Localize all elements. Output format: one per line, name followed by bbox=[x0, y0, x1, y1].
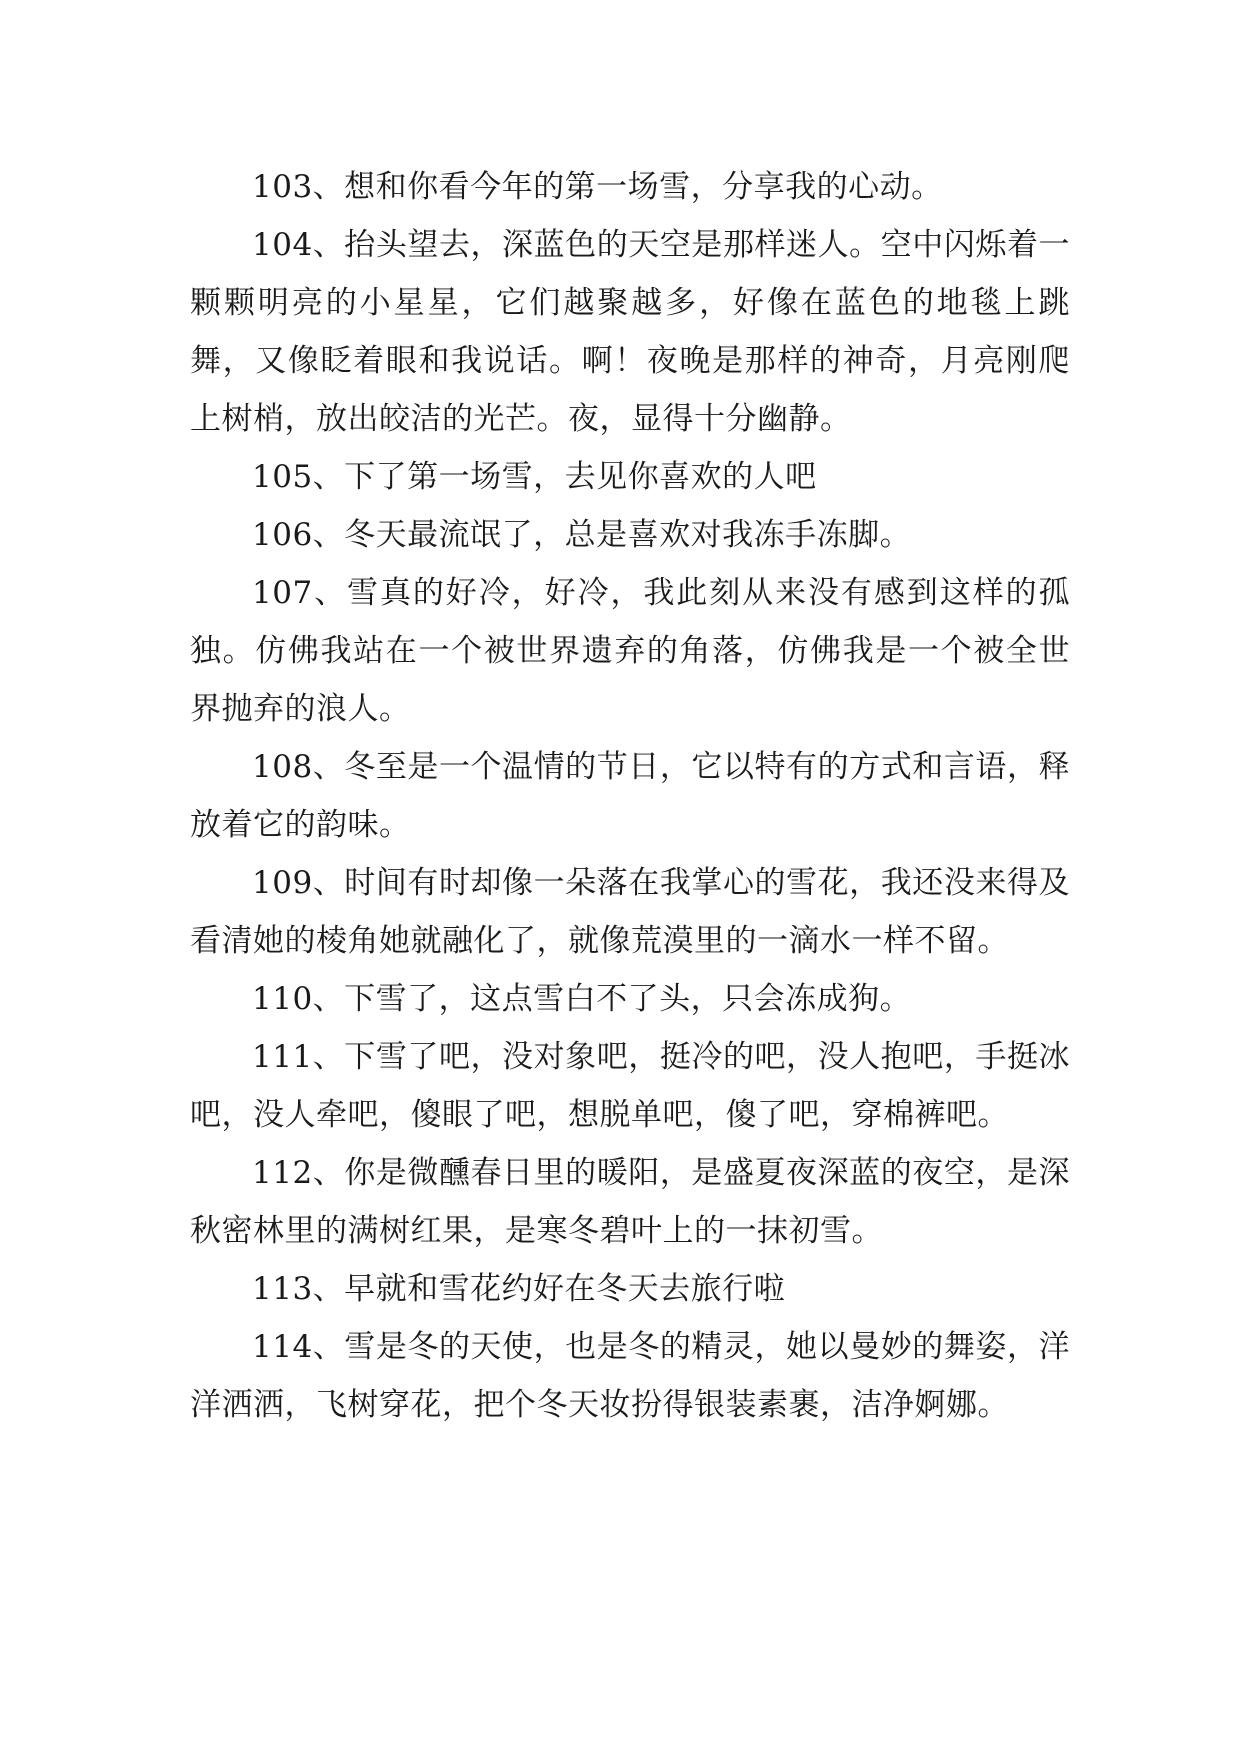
paragraph-106: 106、冬天最流氓了，总是喜欢对我冻手冻脚。 bbox=[252, 517, 912, 553]
paragraph-110: 110、下雪了，这点雪白不了头，只会冻成狗。 bbox=[252, 981, 912, 1017]
paragraph-112: 112、你是微醺春日里的暖阳，是盛夏夜深蓝的夜空，是深秋密林里的满树红果，是寒冬碧叶上的一抹初雪。 bbox=[190, 1155, 1070, 1249]
paragraph-105: 105、下了第一场雪，去见你喜欢的人吧 bbox=[252, 459, 817, 495]
paragraph-108: 108、冬至是一个温情的节日，它以特有的方式和言语，释放着它的韵味。 bbox=[190, 749, 1070, 843]
document-page bbox=[190, 158, 1070, 1434]
paragraph-103: 103、想和你看今年的第一场雪，分享我的心动。 bbox=[252, 169, 943, 205]
paragraph-104: 104、抬头望去，深蓝色的天空是那样迷人。空中闪烁着一颗颗明亮的小星星，它们越聚越多，好像在蓝色的地毯上跳舞，又像眨着眼和我说话。啊！夜晚是那样的神奇，月亮刚爬上树梢，放出皎洁的光芒。夜，显得十分幽静。 bbox=[190, 227, 1070, 437]
paragraph-111: 111、下雪了吧，没对象吧，挺冷的吧，没人抱吧，手挺冰吧，没人牵吧，傻眼了吧，想脱单吧，傻了吧，穿棉裤吧。 bbox=[190, 1039, 1070, 1133]
paragraph-109: 109、时间有时却像一朵落在我掌心的雪花，我还没来得及看清她的棱角她就融化了，就像荒漠里的一滴水一样不留。 bbox=[190, 865, 1070, 959]
paragraph-107: 107、雪真的好冷，好冷，我此刻从来没有感到这样的孤独。仿佛我站在一个被世界遗弃的角落，仿佛我是一个被全世界抛弃的浪人。 bbox=[190, 575, 1070, 727]
paragraph-114: 114、雪是冬的天使，也是冬的精灵，她以曼妙的舞姿，洋洋洒洒，飞树穿花，把个冬天妆扮得银装素裹，洁净婀娜。 bbox=[190, 1329, 1070, 1423]
paragraph-113: 113、早就和雪花约好在冬天去旅行啦 bbox=[252, 1271, 786, 1307]
